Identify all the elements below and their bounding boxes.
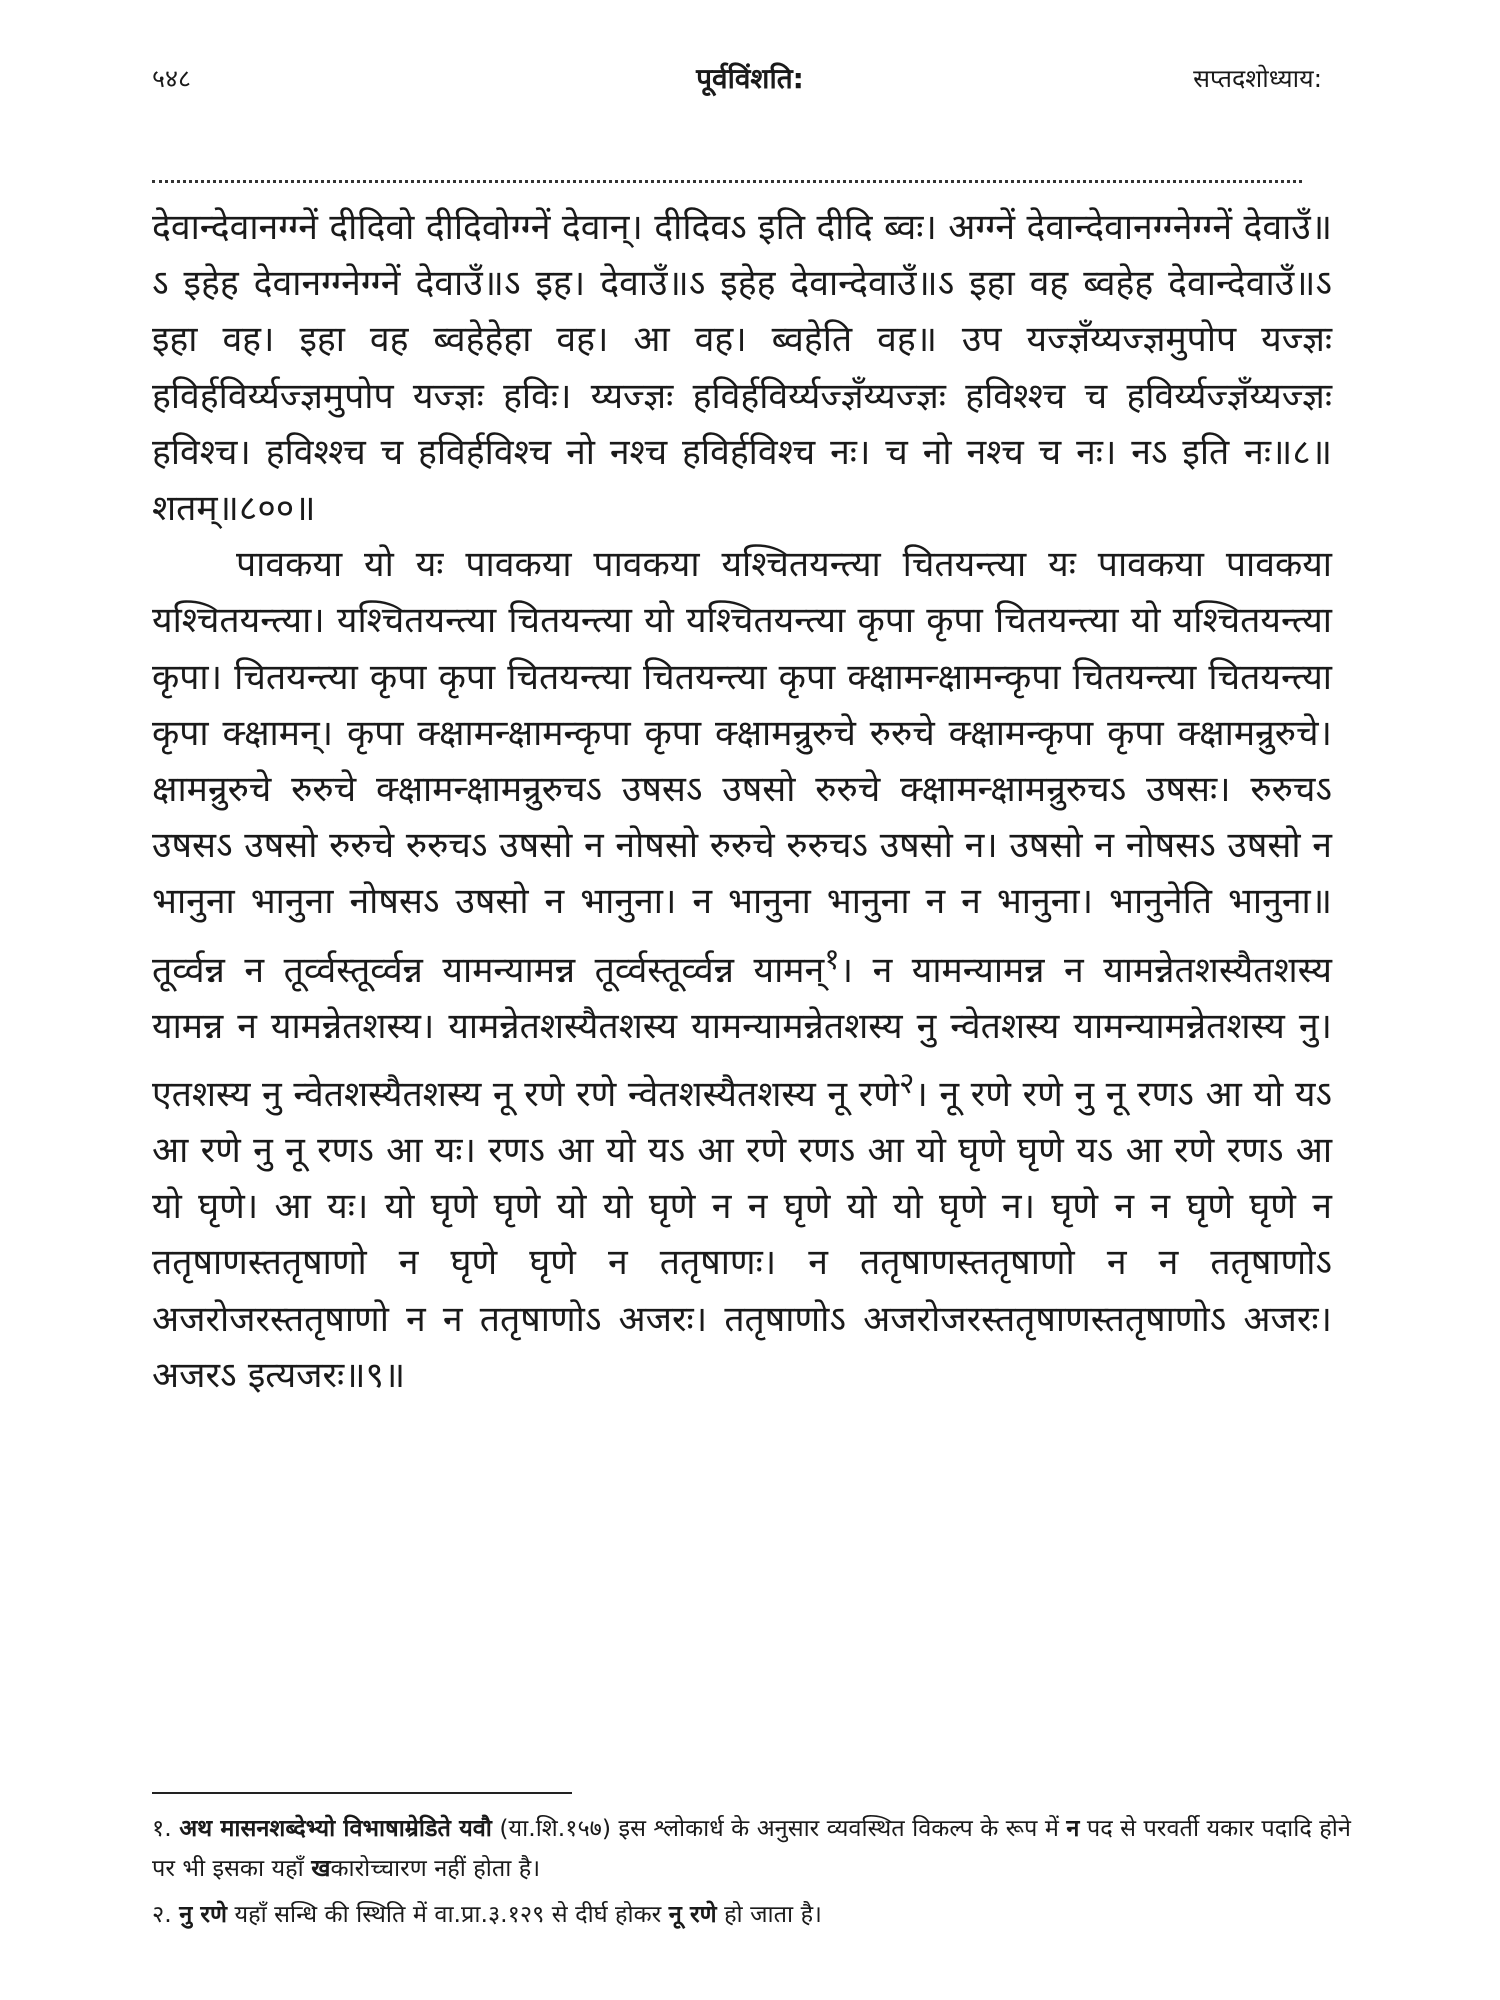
footnote-2-text: यहाँ सन्धि की स्थिति में वा.प्रा.३.१२९ से दीर्घ होकर xyxy=(227,1900,669,1928)
footnote-1-text: (या.शि.१५७) इस श्लोकार्ध के अनुसार व्यवस्थित विकल्प के रूप में xyxy=(491,1814,1067,1842)
footnote-2-lead: नु रणे xyxy=(179,1900,228,1928)
footnote-1-bold-n: न xyxy=(1066,1814,1080,1842)
footnote-2-number: २. xyxy=(152,1900,172,1928)
footnotes xyxy=(152,1808,1352,1934)
footnote-1 xyxy=(152,1808,1352,1888)
footnote-2 xyxy=(152,1894,1352,1934)
footnote-1-text-3: कारोच्चारण नहीं होता है। xyxy=(330,1854,541,1882)
footnote-1-text-2: पद से परवर्ती यकार पदादि होने पर भी इसका यहाँ xyxy=(152,1814,1351,1882)
dotted-separator xyxy=(152,180,1302,183)
footnote-1-lead: अथ मासनशब्देभ्यो विभाषाम्रेडिते यवौ xyxy=(179,1814,492,1842)
footnote-ref-2[interactable]: २ xyxy=(898,1065,915,1100)
footnote-2-text-2: हो जाता है। xyxy=(716,1900,822,1928)
paragraph-2-part-c: । नू रणे रणे नु नू रणऽ आ यो यऽ आ रणे नु नू रणऽ आ यः। रणऽ आ यो यऽ आ रणे रणऽ आ यो घृणे घृणे यऽ आ रणे रणऽ आ यो घृणे। आ यः। यो घृणे घृणे यो यो घृणे न न घृणे यो यो घृणे न। घृणे न न घृणे घृणे न ततृषाणस्ततृषाणो न घृणे घृणे न ततृषाणः। न ततृषाणस्ततृषाणो न न ततृषाणोऽ अजरोजरस्ततृषाणो न न ततृषाणोऽ अजरः। ततृषाणोऽ अजरोजरस्ततृषाणस्ततृषाणोऽ अजरः। अजरऽ इत्यजरः॥९॥ xyxy=(152,1073,1332,1396)
paragraph-1: देवान्देवानग्ग्नें दीदिवो दीदिवोग्ग्नें देवान्। दीदिवऽ इति दीदि ब्वः। अग्ग्नें देवान्देवानग्ग्नेग्ग्नें देवाउँ॥ऽ इहेह देवानग्ग्नेग्ग्नें देवाउँ॥ऽ इह। देवाउँ॥ऽ इहेह देवान्देवाउँ॥ऽ इहा वह ब्वहेह देवान्देवाउँ॥ऽ इहा वह। इहा वह ब्वहेहेहा वह। आ वह। ब्वहेति वह॥ उप यज्ज्ञँय्यज्ज्ञमुपोप यज्ज्ञः हविर्हविर्य्यज्ज्ञमुपोप यज्ज्ञः हविः। य्यज्ज्ञः हविर्हविर्य्यज्ज्ञँय्यज्ज्ञः हविश्श्च च हविर्य्यज्ज्ञँय्यज्ज्ञः हविश्च। हविश्श्च च हविर्हविश्च नो नश्च हविर्हविश्च नः। च नो नश्च च नः। नऽ इति नः॥८॥शतम्॥८००॥ xyxy=(152,207,1332,530)
chapter-title: सप्तदशोध्याय: xyxy=(1193,64,1322,93)
main-text xyxy=(152,200,1332,1404)
footnote-2-bold-end: नू रणे xyxy=(668,1900,717,1928)
footnote-rule xyxy=(152,1792,572,1794)
footnote-ref-1[interactable]: १ xyxy=(824,941,840,976)
footnote-1-number: १. xyxy=(152,1814,172,1842)
footnote-1-bold-kha: ख xyxy=(311,1854,331,1882)
running-title: पूर्वविंशति: xyxy=(696,62,804,95)
paragraph-2 xyxy=(152,537,1332,1404)
page-number: ५४८ xyxy=(152,64,192,93)
paragraph-2-part-a: पावकया यो यः पावकया पावकया यश्चितयन्त्या चितयन्त्या यः पावकया पावकया यश्चितयन्त्या। यश्चितयन्त्या चितयन्त्या यो यश्चितयन्त्या कृपा कृपा चितयन्त्या यो यश्चितयन्त्या कृपा। चितयन्त्या कृपा कृपा चितयन्त्या चितयन्त्या कृपा क्क्षामन्क्षामन्कृपा चितयन्त्या चितयन्त्या कृपा क्क्षामन्। कृपा क्क्षामन्क्षामन्कृपा कृपा क्क्षामन्रुरुचे रुरुचे क्क्षामन्कृपा कृपा क्क्षामन्रुरुचे। क्षामन्रुरुचे रुरुचे क्क्षामन्क्षामन्रुरुचऽ उषसऽ उषसो रुरुचे क्क्षामन्क्षामन्रुरुचऽ उषसः। रुरुचऽ उषसऽ उषसो रुरुचे रुरुचऽ उषसो न नोषसो रुरुचे रुरुचऽ उषसो न। उषसो न नोषसऽ उषसो न भानुना भानुना नोषसऽ उषसो न भानुना। न भानुना भानुना न न भानुना। भानुनेति भानुना॥ तूर्व्वन्न न तूर्व्वस्तूर्व्वन्न यामन्यामन्न तूर्व्वस्तूर्व्वन्न यामन् xyxy=(152,544,1332,991)
paragraph-2-part-b: । न यामन्यामन्न न यामन्नेतशस्यैतशस्य यामन्न न यामन्नेतशस्य। यामन्नेतशस्यैतशस्य यामन्यामन्नेतशस्य नु न्वेतशस्य यामन्यामन्नेतशस्य नु। एतशस्य नु न्वेतशस्यैतशस्य नू रणे रणे न्वेतशस्यैतशस्य नू रणे xyxy=(152,949,1333,1115)
